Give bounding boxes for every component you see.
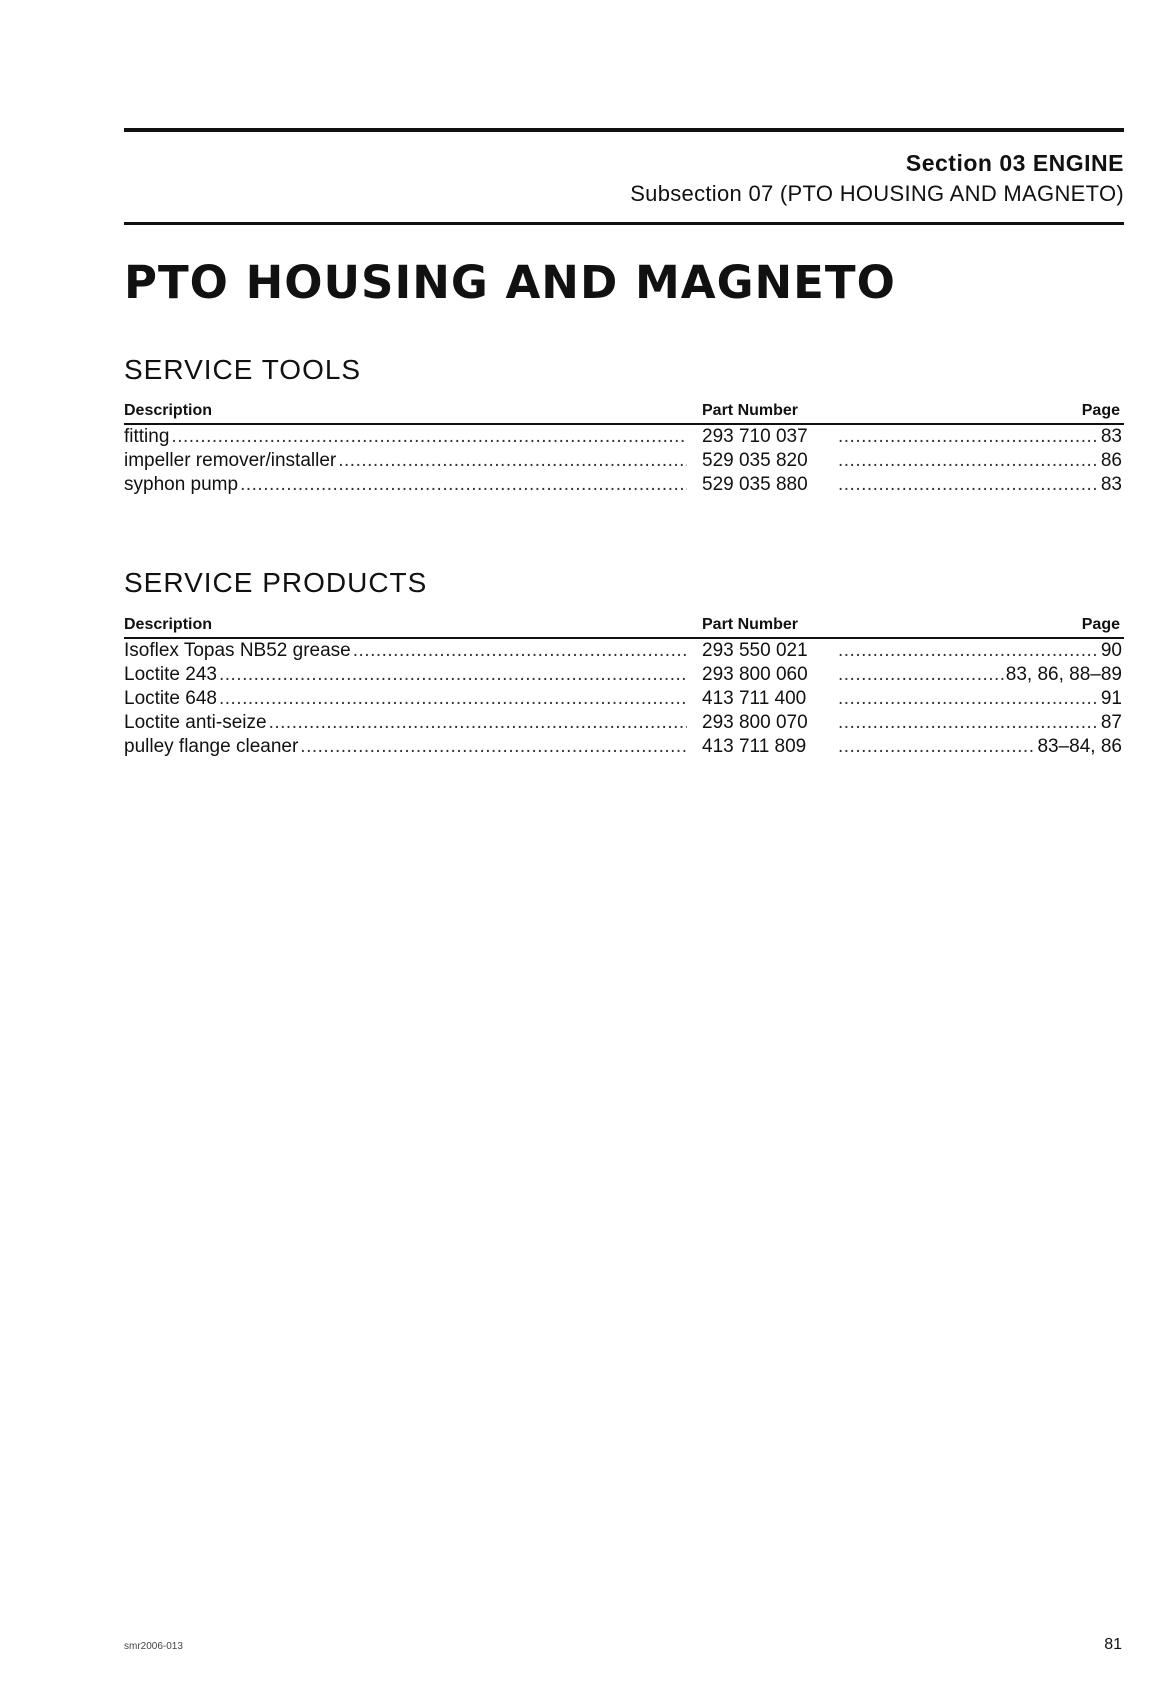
row-page-reference[interactable]: 87 xyxy=(1100,712,1122,733)
dot-leader xyxy=(300,735,687,759)
row-part-number: 293 800 060 xyxy=(702,664,808,685)
row-part-number: 529 035 880 xyxy=(702,474,808,495)
row-description: Isoflex Topas NB52 grease xyxy=(124,640,351,661)
column-header-part-number: Part Number xyxy=(702,402,799,419)
dot-leader xyxy=(838,663,1004,687)
row-part-number: 413 711 400 xyxy=(702,688,807,709)
dot-leader xyxy=(219,663,687,687)
dot-leader xyxy=(353,639,687,663)
row-description: Loctite 243 xyxy=(124,664,217,685)
row-part-number: 293 710 037 xyxy=(702,426,808,447)
dot-leader xyxy=(838,425,1099,449)
section-name: ENGINE xyxy=(1032,150,1124,176)
section-number: Section 03 xyxy=(905,150,1026,176)
dot-leader xyxy=(171,425,687,449)
dot-leader xyxy=(838,735,1035,759)
table-header xyxy=(124,397,1124,425)
column-header-page: Page xyxy=(1081,616,1120,633)
section-label xyxy=(906,150,1124,177)
table-row xyxy=(124,663,1124,687)
row-page-reference[interactable]: 83 xyxy=(1100,474,1122,495)
dot-leader xyxy=(838,473,1099,497)
table-row xyxy=(124,687,1124,711)
row-page-reference[interactable]: 86 xyxy=(1100,450,1122,471)
row-description: syphon pump xyxy=(124,474,239,495)
row-description: fitting xyxy=(124,426,170,447)
row-part-number: 293 550 021 xyxy=(702,640,808,661)
row-description: Loctite anti-seize xyxy=(124,712,267,733)
table-row xyxy=(124,711,1124,735)
table-row xyxy=(124,639,1124,663)
dot-leader xyxy=(838,449,1099,473)
dot-leader xyxy=(240,473,687,497)
row-part-number: 293 800 070 xyxy=(702,712,808,733)
subsection-label: Subsection 07 (PTO HOUSING AND MAGNETO) xyxy=(630,181,1124,206)
header-bottom-rule xyxy=(124,222,1124,225)
service-tools-heading: SERVICE TOOLS xyxy=(124,354,362,385)
row-description: Loctite 648 xyxy=(124,688,217,709)
page-number: 81 xyxy=(1104,1636,1122,1653)
row-description: impeller remover/installer xyxy=(124,450,337,471)
row-page-reference[interactable]: 91 xyxy=(1100,688,1122,709)
service-tools-table xyxy=(124,397,1124,497)
table-row xyxy=(124,449,1124,473)
row-part-number: 529 035 820 xyxy=(702,450,808,471)
column-header-description: Description xyxy=(124,402,213,419)
service-products-table xyxy=(124,611,1124,759)
dot-leader xyxy=(338,449,687,473)
dot-leader xyxy=(219,687,687,711)
table-row xyxy=(124,735,1124,759)
header-top-rule xyxy=(124,128,1124,132)
column-header-page: Page xyxy=(1081,402,1120,419)
row-page-reference[interactable]: 83, 86, 88–89 xyxy=(1005,664,1122,685)
service-products-heading: SERVICE PRODUCTS xyxy=(124,567,428,598)
dot-leader xyxy=(838,711,1099,735)
dot-leader xyxy=(838,687,1099,711)
document-code: smr2006-013 xyxy=(124,1641,183,1652)
row-description: pulley flange cleaner xyxy=(124,736,299,757)
row-page-reference[interactable]: 90 xyxy=(1100,640,1122,661)
column-header-description: Description xyxy=(124,616,213,633)
row-page-reference[interactable]: 83 xyxy=(1100,426,1122,447)
page-title: PTO HOUSING AND MAGNETO xyxy=(124,256,896,309)
row-page-reference[interactable]: 83–84, 86 xyxy=(1037,736,1122,757)
dot-leader xyxy=(838,639,1099,663)
column-header-part-number: Part Number xyxy=(702,616,799,633)
row-part-number: 413 711 809 xyxy=(702,736,807,757)
table-header xyxy=(124,611,1124,639)
table-row xyxy=(124,425,1124,449)
dot-leader xyxy=(269,711,687,735)
table-row xyxy=(124,473,1124,497)
